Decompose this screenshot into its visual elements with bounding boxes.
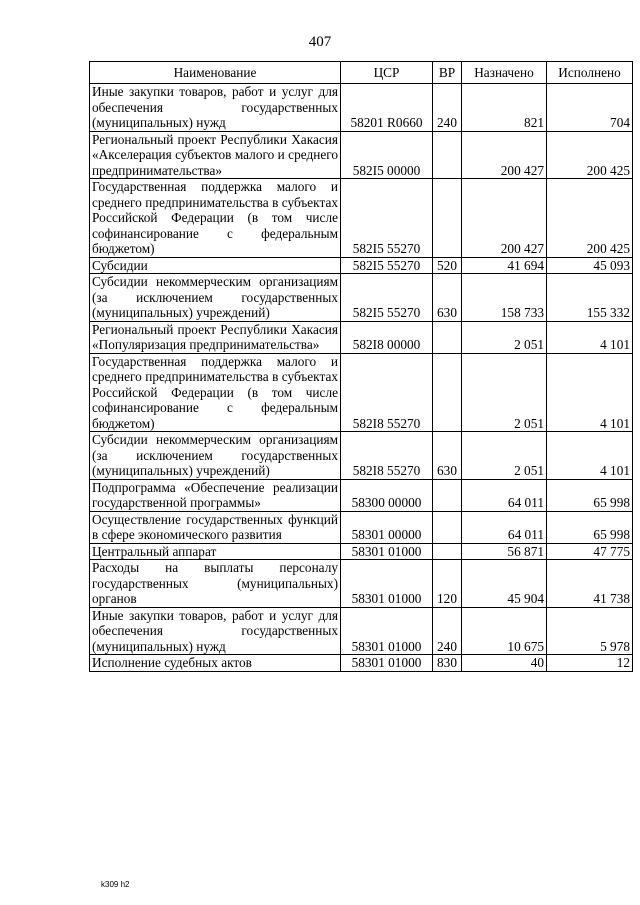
row-vr-cell: 630 — [433, 432, 462, 480]
footer-code: k309 h2 — [101, 880, 130, 889]
table-row — [90, 321, 633, 353]
row-executed-cell: 704 — [547, 84, 633, 132]
row-name-cell: Иные закупки товаров, работ и услуг для обеспечения государственных (муниципальных) нужд — [90, 84, 341, 132]
row-name-cell: Субсидии некоммерческим организациям (за исключением государственных (муниципальных) учреждений) — [90, 432, 341, 480]
table-row — [90, 511, 633, 543]
row-planned-cell: 56 871 — [462, 543, 547, 560]
row-vr-cell — [433, 321, 462, 353]
row-executed-cell: 65 998 — [547, 511, 633, 543]
row-planned-cell: 2 051 — [462, 432, 547, 480]
row-executed-cell: 200 425 — [547, 179, 633, 258]
row-executed-cell: 155 332 — [547, 274, 633, 322]
row-planned-cell: 821 — [462, 84, 547, 132]
row-csr-cell: 58301 01000 — [341, 607, 433, 655]
budget-table — [89, 61, 633, 672]
row-name-cell: Осуществление государственных функций в сфере экономического развития — [90, 511, 341, 543]
row-vr-cell: 120 — [433, 560, 462, 608]
row-planned-cell: 200 427 — [462, 179, 547, 258]
row-executed-cell: 4 101 — [547, 353, 633, 432]
row-executed-cell: 47 775 — [547, 543, 633, 560]
row-name-cell: Расходы на выплаты персоналу государственных (муниципальных) органов — [90, 560, 341, 608]
row-vr-cell — [433, 179, 462, 258]
row-vr-cell: 830 — [433, 655, 462, 672]
header-name: Наименование — [90, 62, 341, 84]
row-vr-cell — [433, 543, 462, 560]
row-name-cell: Исполнение судебных актов — [90, 655, 341, 672]
row-vr-cell: 630 — [433, 274, 462, 322]
row-name-cell: Государственная поддержка малого и среднего предпринимательства в субъектах Российской Федерации (в том числе софинансирование с федеральным бюджетом) — [90, 353, 341, 432]
row-vr-cell — [433, 511, 462, 543]
row-executed-cell: 45 093 — [547, 257, 633, 274]
row-planned-cell: 158 733 — [462, 274, 547, 322]
row-name-cell: Субсидии некоммерческим организациям (за исключением государственных (муниципальных) учреждений) — [90, 274, 341, 322]
page-number: 407 — [308, 34, 332, 50]
row-csr-cell: 582I5 55270 — [341, 274, 433, 322]
row-vr-cell — [433, 131, 462, 179]
row-name-cell: Центральный аппарат — [90, 543, 341, 560]
row-vr-cell — [433, 353, 462, 432]
row-executed-cell: 41 738 — [547, 560, 633, 608]
table-row — [90, 84, 633, 132]
row-planned-cell: 64 011 — [462, 511, 547, 543]
row-planned-cell: 200 427 — [462, 131, 547, 179]
table-row — [90, 131, 633, 179]
header-executed: Исполнено — [547, 62, 633, 84]
row-name-cell: Региональный проект Республики Хакасия «Популяризация предпринимательства» — [90, 321, 341, 353]
row-name-cell: Субсидии — [90, 257, 341, 274]
table-row — [90, 432, 633, 480]
table-row — [90, 479, 633, 511]
row-csr-cell: 58301 01000 — [341, 560, 433, 608]
table-row — [90, 274, 633, 322]
row-planned-cell: 64 011 — [462, 479, 547, 511]
header-csr: ЦСР — [341, 62, 433, 84]
table-row — [90, 543, 633, 560]
table-row — [90, 353, 633, 432]
row-planned-cell: 45 904 — [462, 560, 547, 608]
row-name-cell: Региональный проект Республики Хакасия «Акселерация субъектов малого и среднего предпринимательства» — [90, 131, 341, 179]
row-csr-cell: 58301 01000 — [341, 655, 433, 672]
row-executed-cell: 200 425 — [547, 131, 633, 179]
row-planned-cell: 2 051 — [462, 321, 547, 353]
row-planned-cell: 10 675 — [462, 607, 547, 655]
row-csr-cell: 582I5 55270 — [341, 179, 433, 258]
row-csr-cell: 58301 00000 — [341, 511, 433, 543]
table-row — [90, 655, 633, 672]
row-name-cell: Подпрограмма «Обеспечение реализации государственной программы» — [90, 479, 341, 511]
row-planned-cell: 2 051 — [462, 353, 547, 432]
row-executed-cell: 5 978 — [547, 607, 633, 655]
row-vr-cell — [433, 479, 462, 511]
table-row — [90, 257, 633, 274]
row-name-cell: Государственная поддержка малого и среднего предпринимательства в субъектах Российской Федерации (в том числе софинансирование с федеральным бюджетом) — [90, 179, 341, 258]
table-row — [90, 607, 633, 655]
row-planned-cell: 41 694 — [462, 257, 547, 274]
row-executed-cell: 12 — [547, 655, 633, 672]
row-executed-cell: 4 101 — [547, 321, 633, 353]
row-csr-cell: 582I5 55270 — [341, 257, 433, 274]
table-body — [90, 84, 633, 672]
row-csr-cell: 582I8 55270 — [341, 432, 433, 480]
header-vr: ВР — [433, 62, 462, 84]
table-row — [90, 560, 633, 608]
row-csr-cell: 582I8 00000 — [341, 321, 433, 353]
row-vr-cell: 240 — [433, 607, 462, 655]
row-vr-cell: 520 — [433, 257, 462, 274]
row-csr-cell: 582I5 00000 — [341, 131, 433, 179]
row-name-cell: Иные закупки товаров, работ и услуг для обеспечения государственных (муниципальных) нужд — [90, 607, 341, 655]
row-csr-cell: 58300 00000 — [341, 479, 433, 511]
row-executed-cell: 4 101 — [547, 432, 633, 480]
table-header-row — [90, 62, 633, 84]
table-row — [90, 179, 633, 258]
row-csr-cell: 582I8 55270 — [341, 353, 433, 432]
row-executed-cell: 65 998 — [547, 479, 633, 511]
row-planned-cell: 40 — [462, 655, 547, 672]
row-csr-cell: 58201 R0660 — [341, 84, 433, 132]
row-csr-cell: 58301 01000 — [341, 543, 433, 560]
row-vr-cell: 240 — [433, 84, 462, 132]
header-planned: Назначено — [462, 62, 547, 84]
